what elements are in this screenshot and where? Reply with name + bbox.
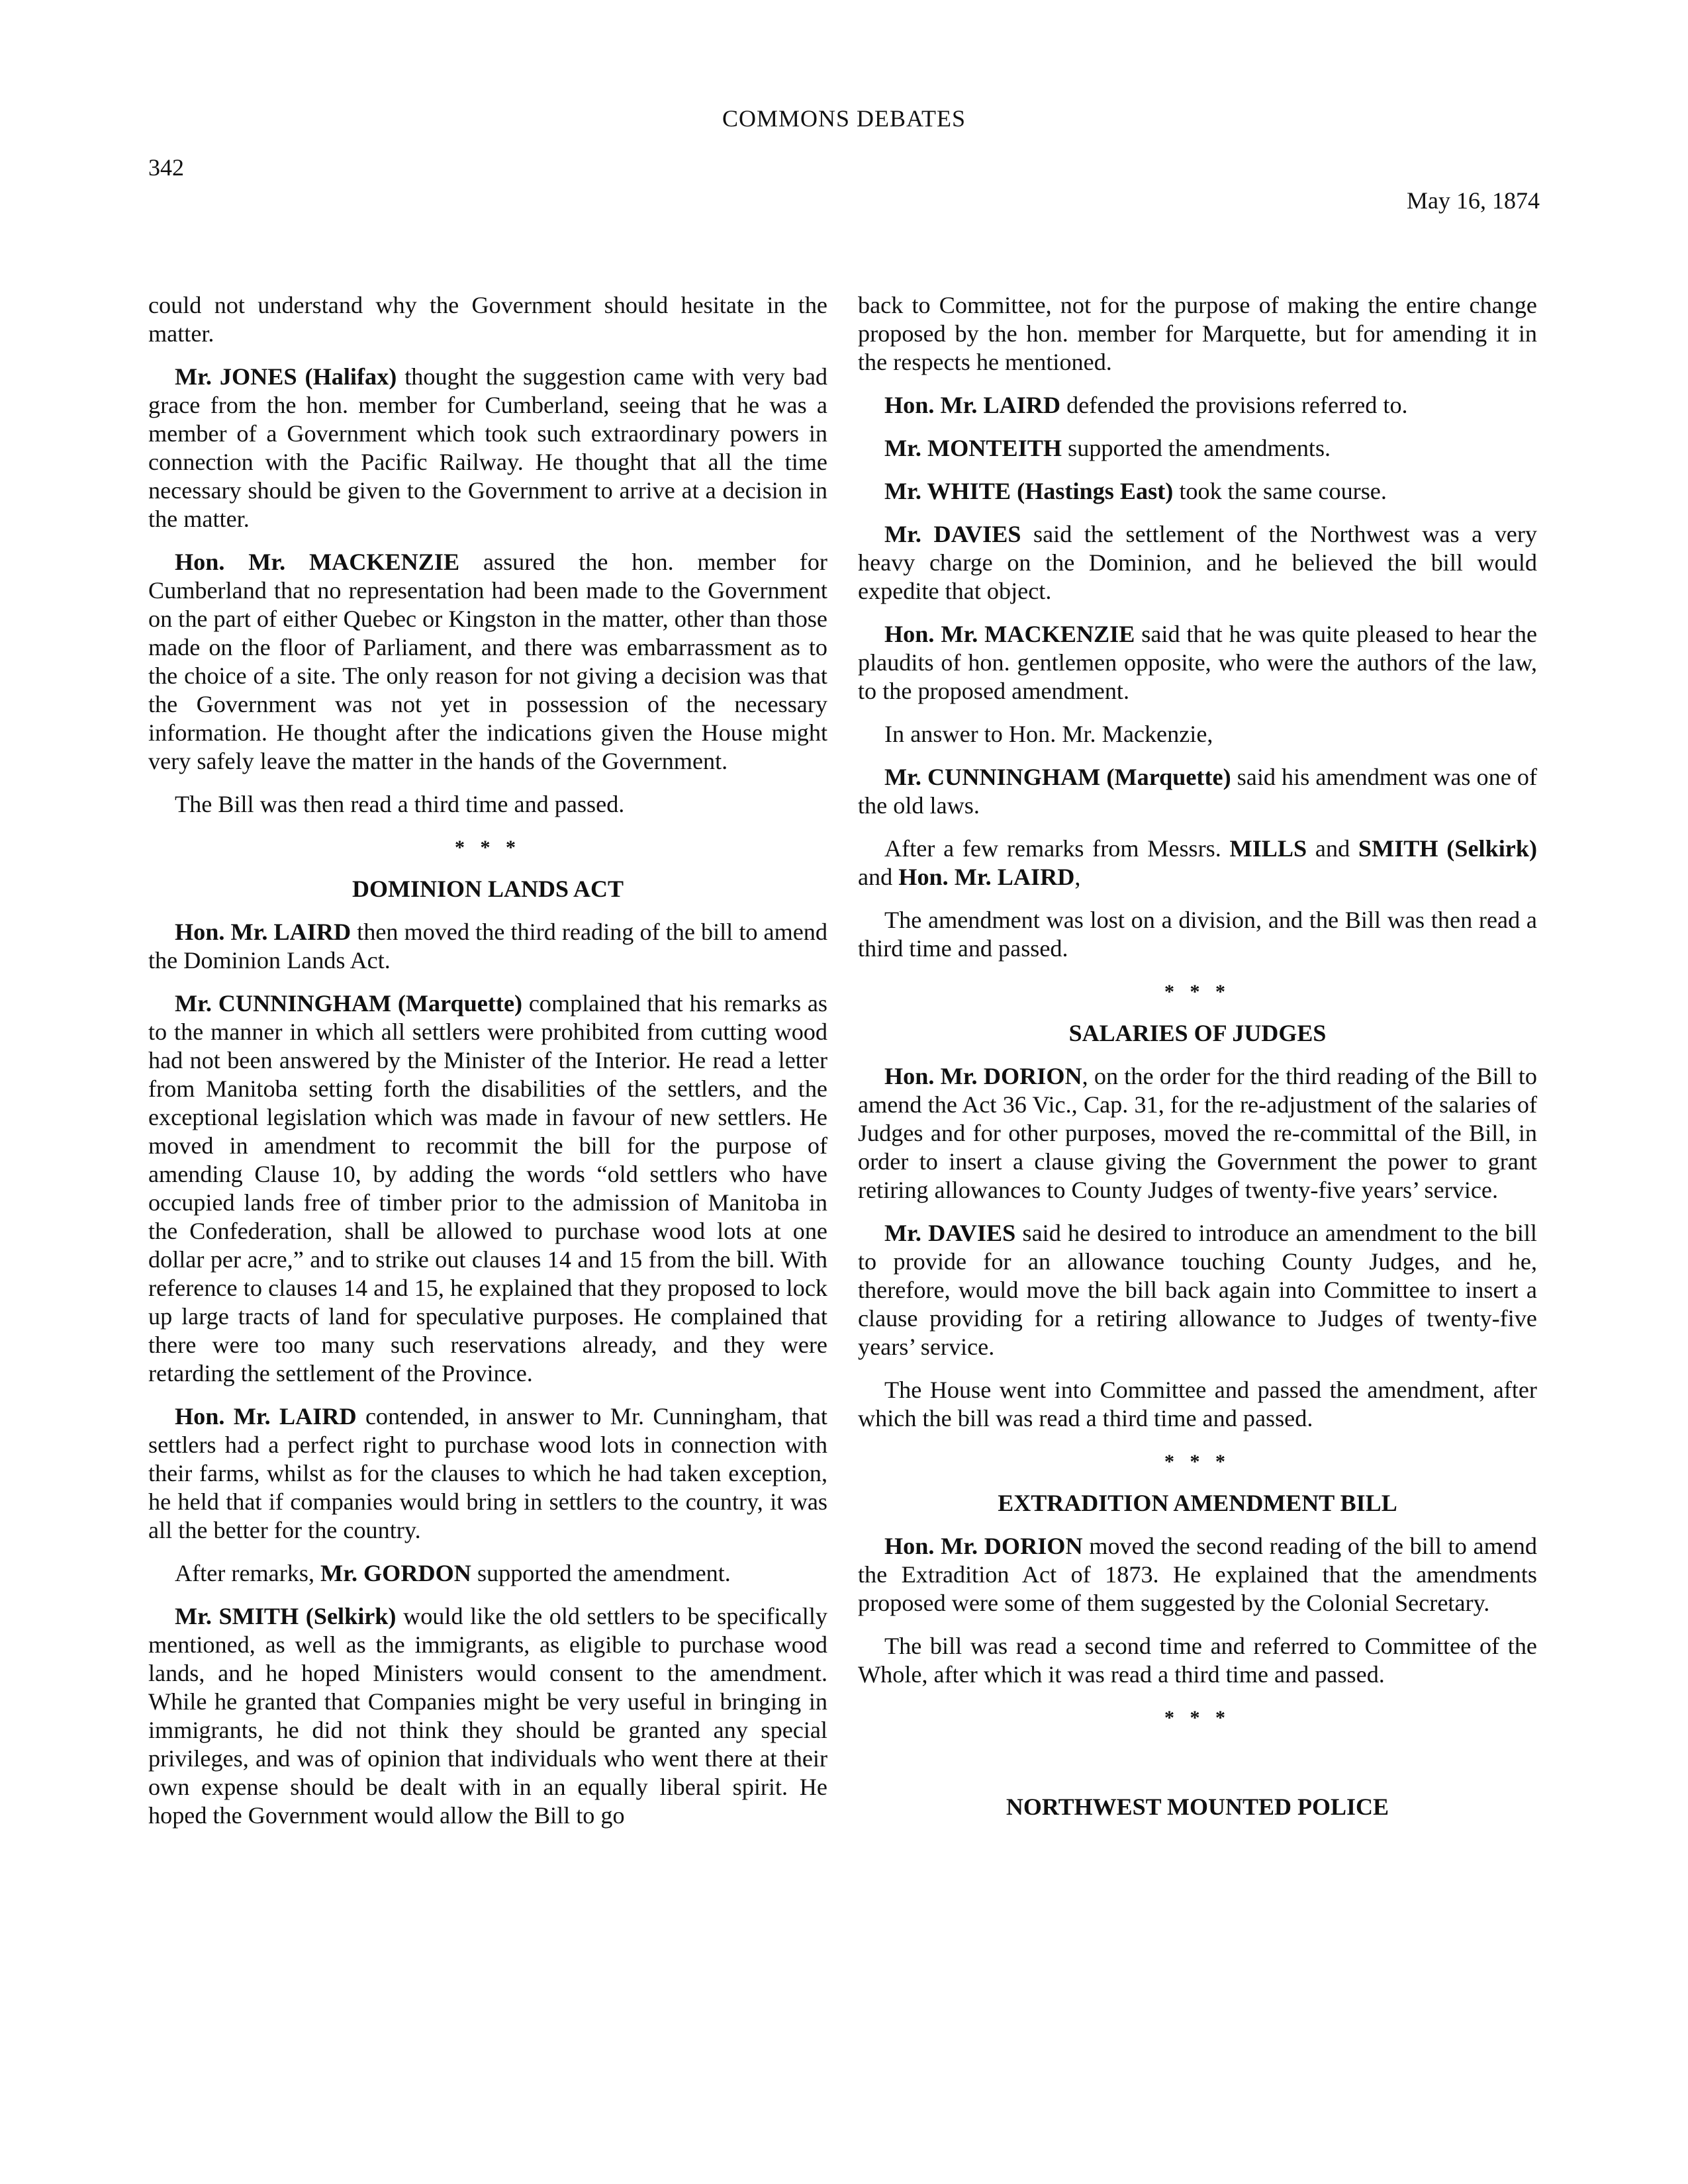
speaker-name: Hon. Mr. LAIRD	[884, 392, 1061, 418]
paragraph: The amendment was lost on a division, and the Bill was then read a third time and passed.	[858, 907, 1537, 962]
speaker-name: Mr. WHITE (Hastings East)	[884, 478, 1174, 504]
paragraph: Mr. CUNNINGHAM (Marquette) complained that his remarks as to the manner in which all settlers were prohibited from cutting wood had not been answered by the Minister of the Interior. He read a letter from Manitoba setting forth the disabilities of the settlers, and the exceptional legislation which was made in favour of new settlers. He moved in amendment to recommit the bill for the purpose of amending Clause 10, by adding the words “old settlers who have occupied lands free of timber prior to the admission of Manitoba in the Confederation, shall be allowed to purchase wood lots at one dollar per acre,” and to strike out clauses 14 and 15 from the bill. With reference to clauses 14 and 15, he explained that they proposed to lock up large tracts of land for speculative purposes. He complained that there were too many such reservations already, and they were retarding the settlement of the Province.	[148, 990, 827, 1387]
section-heading: SALARIES OF JUDGES	[1068, 1020, 1327, 1046]
speaker-name: Mr. JONES (Halifax)	[175, 363, 397, 390]
speaker-name: Hon. Mr. LAIRD	[898, 864, 1075, 890]
section-heading: DOMINION LANDS ACT	[352, 876, 624, 902]
paragraph: Hon. Mr. MACKENZIE assured the hon. member for Cumberland that no representation had been made to the Government on the part of either Quebec or Kingston in the matter, other than those made on the floor of Parliament, and there was embarrassment as to the choice of a site. The only reason for not giving a decision was that the Government was not yet in possession of the necessary information. He thought after the indications given the House might very safely leave the matter in the hands of the Government.	[148, 549, 827, 774]
paragraph: Hon. Mr. LAIRD then moved the third reading of the bill to amend the Dominion Lands Act.	[148, 919, 827, 974]
paragraph: The bill was read a second time and referred to Committee of the Whole, after which it was read a third time and passed.	[858, 1633, 1537, 1688]
paragraph: The Bill was then read a third time and passed.	[175, 791, 625, 817]
left-column	[148, 291, 827, 1844]
speaker-name: Hon. Mr. LAIRD	[175, 919, 352, 945]
speaker-name: Mr. CUNNINGHAM (Marquette)	[884, 764, 1231, 790]
paragraph: could not understand why the Government should hesitate in the matter.	[148, 292, 827, 347]
page-date: May 16, 1874	[1407, 187, 1540, 214]
paragraph: Mr. CUNNINGHAM (Marquette) said his amendment was one of the old laws.	[858, 764, 1538, 819]
speaker-name: Mr. CUNNINGHAM (Marquette)	[175, 990, 523, 1017]
speaker-name: SMITH (Selkirk)	[1358, 835, 1537, 862]
section-heading: NORTHWEST MOUNTED POLICE	[1006, 1794, 1389, 1820]
paragraph: After remarks, Mr. GORDON supported the amendment.	[175, 1560, 731, 1586]
section-separator: * * *	[1164, 981, 1231, 1003]
paragraph: Hon. Mr. LAIRD defended the provisions referred to.	[884, 392, 1408, 418]
speaker-name: Hon. Mr. MACKENZIE	[175, 549, 460, 575]
speaker-name: Hon. Mr. LAIRD	[175, 1403, 357, 1430]
section-separator: * * *	[455, 837, 521, 858]
speaker-name: Hon. Mr. MACKENZIE	[884, 621, 1135, 647]
paragraph: Mr. WHITE (Hastings East) took the same course.	[884, 478, 1387, 504]
paragraph: In answer to Hon. Mr. Mackenzie,	[884, 721, 1213, 747]
page-number: 342	[148, 154, 184, 181]
paragraph: Hon. Mr. DORION moved the second reading of the bill to amend the Extradition Act of 1873. He explained that the amendments proposed were some of them suggested by the Colonial Secretary.	[858, 1533, 1537, 1616]
speaker-name: Hon. Mr. DORION	[884, 1533, 1083, 1559]
paragraph: Hon. Mr. DORION, on the order for the third reading of the Bill to amend the Act 36 Vic., Cap. 31, for the re-adjustment of the salaries of Judges and for other purposes, moved the re-committal of the Bill, in order to insert a clause giving the Government the power to grant retiring allowances to County Judges of twenty-five years’ service.	[858, 1063, 1538, 1203]
speaker-name: Hon. Mr. DORION	[884, 1063, 1082, 1089]
speaker-name: Mr. MONTEITH	[884, 435, 1062, 461]
speaker-name: Mr. DAVIES	[884, 521, 1021, 547]
paragraph: Hon. Mr. LAIRD contended, in answer to Mr. Cunningham, that settlers had a perfect right to purchase wood lots in connection with their farms, whilst as for the clauses to which he had taken exception, he held that if companies would bring in settlers to the country, it was all the better for the country.	[148, 1403, 827, 1543]
paragraph: Mr. SMITH (Selkirk) would like the old settlers to be specifically mentioned, as well as the immigrants, as eligible to purchase wood lands, and he hoped Ministers would consent to the amendment. While he granted that Companies might be very useful in bringing in immigrants, he did not think they should be granted any special privileges, and was of opinion that individuals who went there at their own expense should be dealt with in an equally liberal spirit. He hoped the Government would allow the Bill to go	[148, 1603, 827, 1829]
paragraph: Mr. MONTEITH supported the amendments.	[884, 435, 1331, 461]
paragraph: The House went into Committee and passed the amendment, after which the bill was read a third time and passed.	[858, 1377, 1537, 1432]
section-heading: EXTRADITION AMENDMENT BILL	[998, 1490, 1397, 1516]
paragraph: Mr. DAVIES said the settlement of the Northwest was a very heavy charge on the Dominion, and he believed the bill would expedite that object.	[858, 521, 1537, 604]
paragraph: Hon. Mr. MACKENZIE said that he was quite pleased to hear the plaudits of hon. gentlemen opposite, who were the authors of the law, to the proposed amendment.	[858, 621, 1537, 704]
speaker-name: MILLS	[1229, 835, 1307, 862]
right-column	[858, 291, 1537, 1836]
speaker-name: Mr. GORDON	[320, 1560, 471, 1586]
running-head: COMMONS DEBATES	[722, 105, 966, 132]
speaker-name: Mr. SMITH (Selkirk)	[175, 1603, 397, 1629]
paragraph: back to Committee, not for the purpose of making the entire change proposed by the hon. member for Marquette, but for amending it in the respects he mentioned.	[858, 292, 1537, 375]
paragraph: Mr. DAVIES said he desired to introduce an amendment to the bill to provide for an allowance touching County Judges, and he, therefore, would move the bill back again into Committee to insert a clause providing for a retiring allowance to Judges of twenty-five years’ service.	[858, 1220, 1537, 1360]
section-separator: * * *	[1164, 1451, 1231, 1473]
paragraph: After a few remarks from Messrs. MILLS and SMITH (Selkirk) and Hon. Mr. LAIRD,	[858, 835, 1537, 890]
paragraph: Mr. JONES (Halifax) thought the suggestion came with very bad grace from the hon. member for Cumberland, seeing that he was a member of a Government which took such extraordinary powers in connection with the Pacific Railway. He thought that all the time necessary should be given to the Government to arrive at a decision in the matter.	[148, 363, 827, 532]
speaker-name: Mr. DAVIES	[884, 1220, 1016, 1246]
section-separator: * * *	[1164, 1707, 1231, 1729]
